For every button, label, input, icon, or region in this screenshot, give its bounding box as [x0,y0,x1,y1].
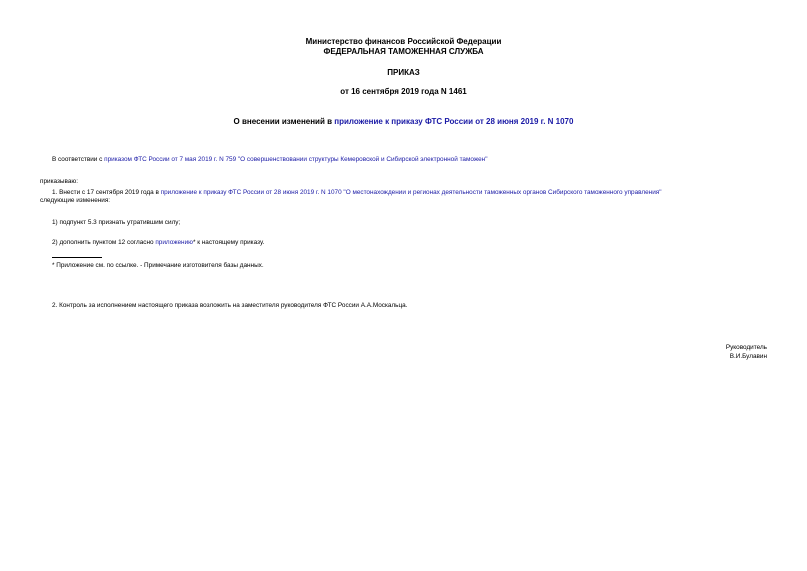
subitem-2-suffix: * к настоящему приказу. [192,239,265,246]
item-2: 2. Контроль за исполнением настоящего приказа возложить на заместителя руководителя ФТС России А.А.Москальца. [52,302,408,309]
subitem-1: 1) подпункт 5.3 признать утратившим силу; [52,219,181,226]
subitem-2-link[interactable]: приложению [155,239,193,246]
doc-date-number: от 16 сентября 2019 года N 1461 [340,87,467,96]
doc-title-prefix: О внесении изменений в [233,117,335,126]
item-1-continuation: следующие изменения: [40,197,111,204]
item-1-link[interactable]: приложение к приказу ФТС России от 28 июня 2019 г. N 1070 "О местонахождении и регионах деятельности таможенных органов Сибирского таможенного управления" [160,189,662,196]
item-1-prefix: 1. Внести с 17 сентября 2019 года в [52,189,161,196]
doc-title-link[interactable]: приложение к приказу ФТС России от 28 июня 2019 г. N 1070 [334,117,574,126]
orders-word: приказываю: [40,178,78,185]
signature-name: В.И.Булавин [729,353,767,360]
doc-type: ПРИКАЗ [387,68,420,77]
subitem-2-prefix: 2) дополнить пунктом 12 согласно [52,239,156,246]
item-1-line [52,189,662,197]
paragraph-basis [52,156,487,164]
basis-link[interactable]: приказом ФТС России от 7 мая 2019 г. N 759 "О совершенствовании структуры Кемеровской и Сибирской электронной таможен" [104,156,488,163]
ministry-name: Министерство финансов Российской Федерации [305,37,502,46]
signature-position: Руководитель [725,344,767,351]
basis-prefix: В соответствии с [52,156,105,163]
doc-title [0,117,807,127]
subitem-2 [52,239,264,247]
service-name: ФЕДЕРАЛЬНАЯ ТАМОЖЕННАЯ СЛУЖБА [323,47,484,56]
footnote-divider [52,257,102,258]
footnote: * Приложение см. по ссылке. - Примечание изготовителя базы данных. [52,262,264,269]
